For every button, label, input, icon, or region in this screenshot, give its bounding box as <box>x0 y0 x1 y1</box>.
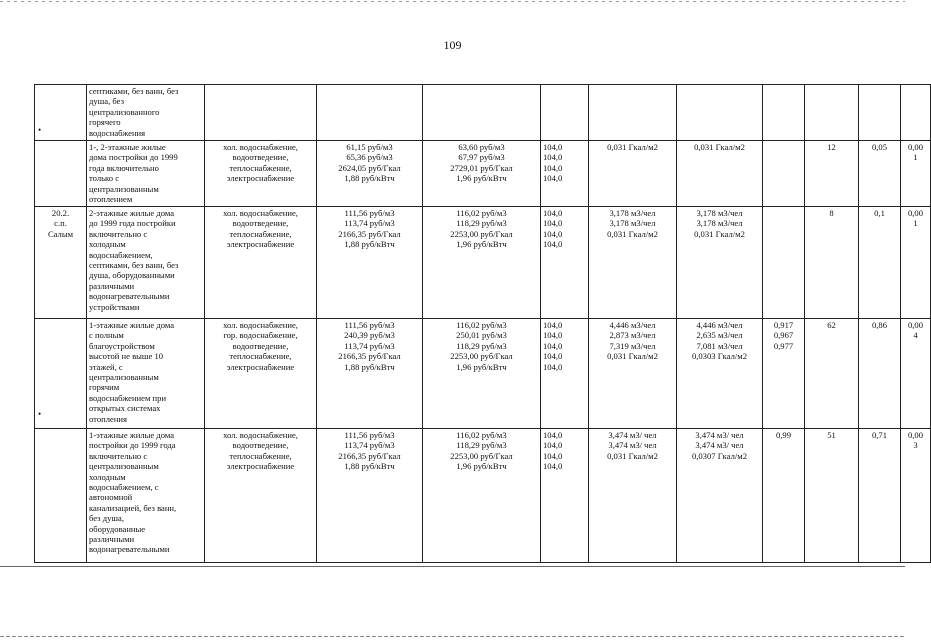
tariff-table <box>34 84 931 563</box>
housing-type-line: 1-, 2-этажные жилые <box>89 142 166 152</box>
row-id <box>35 429 87 563</box>
housing-type <box>87 141 205 207</box>
tariff-current-line: 111,56 руб/м3 <box>344 430 395 440</box>
bottom-rule <box>0 566 905 567</box>
table-row <box>35 85 931 141</box>
coefficient <box>763 85 805 141</box>
services-list <box>205 141 317 207</box>
norm-current <box>589 319 677 429</box>
tariff-current-line: 111,56 руб/м3 <box>344 208 395 218</box>
housing-type-line: различными <box>89 534 135 545</box>
housing-type-line: 2-этажные жилые дома <box>89 208 175 218</box>
housing-type-line: только с <box>89 173 120 184</box>
housing-type-line: водоснабжением при <box>89 392 167 403</box>
norm-next <box>677 207 763 319</box>
index-percent-line: 104,0 <box>543 320 563 330</box>
norm-current-line: 3,178 м3/чел <box>609 218 656 229</box>
index-percent-line: 104,0 <box>543 218 563 229</box>
coefficient <box>763 207 805 319</box>
value-small: 0,00 1 <box>901 207 931 319</box>
index-percent <box>541 141 589 207</box>
tariff-next-line: 1,96 руб/кВтч <box>456 173 507 184</box>
tariff-next <box>423 319 541 429</box>
housing-type-line: различными <box>89 280 135 291</box>
tariff-next-line: 116,02 руб/м3 <box>456 208 507 218</box>
value-share: 0,86 <box>859 319 901 429</box>
norm-current-line: 0,031 Гкал/м2 <box>607 450 658 461</box>
services-list <box>205 85 317 141</box>
value-count: 8 <box>805 207 859 319</box>
tariff-next-line: 67,97 руб/м3 <box>458 152 505 163</box>
coefficient-line: 0,99 <box>775 430 792 440</box>
housing-type-line: централизованным <box>89 372 159 383</box>
norm-current-line: 3,178 м3/чел <box>609 208 656 218</box>
coefficient-line: 0,977 <box>773 340 794 351</box>
value-small: 0,00 1 <box>901 141 931 207</box>
index-percent-line: 104,0 <box>543 361 563 372</box>
index-percent-line: 104,0 <box>543 430 563 440</box>
tariff-current <box>317 141 423 207</box>
housing-type-line: водонагревательными <box>89 291 170 302</box>
tariff-current-line: 2166,35 руб/Гкал <box>338 228 401 239</box>
index-percent-line: 104,0 <box>543 173 563 184</box>
housing-type-line: с полным <box>89 330 124 341</box>
tariff-current-line: 2166,35 руб/Гкал <box>338 450 401 461</box>
norm-next-line: 0,0307 Гкал/м2 <box>691 450 748 461</box>
norm-current-line: 2,873 м3/чел <box>609 330 656 341</box>
housing-type-line: водоснабжением, с <box>89 482 159 493</box>
tariff-current-line: 111,56 руб/м3 <box>344 320 395 330</box>
housing-type-line: централизованным <box>89 461 159 472</box>
norm-current <box>589 85 677 141</box>
norm-current-line: 3,474 м3/ чел <box>608 430 657 440</box>
housing-type <box>87 429 205 563</box>
tariff-next <box>423 141 541 207</box>
value-small <box>901 85 931 141</box>
housing-type-line: до 1999 года постройки <box>89 218 176 229</box>
norm-current-line: 0,031 Гкал/м2 <box>607 142 658 152</box>
housing-type-line: душа, оборудованными <box>89 270 175 281</box>
services-list <box>205 429 317 563</box>
services-list-line: водоотведение, <box>232 218 289 229</box>
tariff-current-line: 113,74 руб/м3 <box>344 440 395 451</box>
norm-current <box>589 141 677 207</box>
services-list-line: теплоснабжение, <box>229 351 292 362</box>
tariff-current-line: 1,88 руб/кВтч <box>344 239 395 250</box>
tariff-next-line: 118,29 руб/м3 <box>456 218 507 229</box>
norm-next-line: 3,474 м3/ чел <box>695 440 744 451</box>
services-list-line: хол. водоснабжение, <box>223 208 298 218</box>
services-list-line: электроснабжение <box>226 461 295 472</box>
norm-next-line: 0,031 Гкал/м2 <box>694 142 745 152</box>
norm-next-line: 4,446 м3/чел <box>696 320 743 330</box>
services-list-line: теплоснабжение, <box>229 450 292 461</box>
index-percent <box>541 85 589 141</box>
value-count: 51 <box>805 429 859 563</box>
margin-mark: • <box>38 125 42 135</box>
table-row <box>35 141 931 207</box>
housing-type-line: водоснабжения <box>89 127 146 138</box>
norm-next-line: 0,031 Гкал/м2 <box>694 228 745 239</box>
services-list <box>205 319 317 429</box>
norm-next-line: 3,178 м3/чел <box>696 208 743 218</box>
index-percent-line: 104,0 <box>543 239 563 250</box>
norm-next <box>677 85 763 141</box>
value-share: 0,71 <box>859 429 901 563</box>
tariff-next-line: 2253,00 руб/Гкал <box>450 228 513 239</box>
tariff-current-line: 113,74 руб/м3 <box>344 218 395 229</box>
norm-next-line: 3,178 м3/чел <box>696 218 743 229</box>
housing-type-line: устройствами <box>89 301 140 312</box>
tariff-current-line: 1,88 руб/кВтч <box>344 173 395 184</box>
row-id <box>35 85 87 141</box>
services-list-line: электроснабжение <box>226 239 295 250</box>
housing-type-line: холодным <box>89 471 126 482</box>
norm-current-line: 7,319 м3/чел <box>609 340 656 351</box>
services-list-line: теплоснабжение, <box>229 228 292 239</box>
value-count: 62 <box>805 319 859 429</box>
housing-type-line: высотой не выше 10 <box>89 351 164 362</box>
housing-type-line: без душа, <box>89 513 124 524</box>
norm-next-line: 3,474 м3/ чел <box>695 430 744 440</box>
housing-type-line: благоустройством <box>89 340 155 351</box>
housing-type-line: включительно с <box>89 450 148 461</box>
row-id <box>35 141 87 207</box>
coefficient-line: 0,967 <box>773 330 794 341</box>
scan-top-edge <box>0 1 905 2</box>
norm-current <box>589 429 677 563</box>
coefficient <box>763 319 805 429</box>
coefficient <box>763 429 805 563</box>
housing-type-line: септиками, без ванн, без <box>89 260 179 271</box>
tariff-next-line: 116,02 руб/м3 <box>456 320 507 330</box>
index-percent-line: 104,0 <box>543 142 563 152</box>
housing-type-line: канализацией, без ванн, <box>89 502 177 513</box>
table-row <box>35 207 931 319</box>
tariff-next <box>423 429 541 563</box>
index-percent-line: 104,0 <box>543 330 563 341</box>
tariff-current-line: 2624,05 руб/Гкал <box>338 162 401 173</box>
coefficient <box>763 141 805 207</box>
tariff-next-line: 118,29 руб/м3 <box>456 440 507 451</box>
housing-type-line: отопления <box>89 413 127 424</box>
housing-type-line: холодным <box>89 239 126 250</box>
tariff-current-line: 61,15 руб/м3 <box>346 142 393 152</box>
services-list-line: водоотведение, <box>232 340 289 351</box>
value-share: 0,1 <box>859 207 901 319</box>
tariff-next-line: 1,96 руб/кВтч <box>456 461 507 472</box>
index-percent-line: 104,0 <box>543 340 563 351</box>
tariff-current-line: 1,88 руб/кВтч <box>344 361 395 372</box>
norm-next-line: 2,635 м3/чел <box>696 330 743 341</box>
coefficient-line: 0,917 <box>773 320 794 330</box>
norm-next <box>677 429 763 563</box>
tariff-next <box>423 207 541 319</box>
housing-type-line: горячего <box>89 117 121 128</box>
tariff-current-line: 65,36 руб/м3 <box>346 152 393 163</box>
norm-next <box>677 319 763 429</box>
index-percent-line: 104,0 <box>543 208 563 218</box>
index-percent-line: 104,0 <box>543 228 563 239</box>
value-small: 0,00 4 <box>901 319 931 429</box>
housing-type <box>87 85 205 141</box>
tariff-next-line: 63,60 руб/м3 <box>458 142 505 152</box>
tariff-next <box>423 85 541 141</box>
services-list-line: электроснабжение <box>226 361 295 372</box>
housing-type-line: централизованного <box>89 106 160 117</box>
tariff-next-line: 118,29 руб/м3 <box>456 340 507 351</box>
norm-next-line: 0,0303 Гкал/м2 <box>691 351 748 362</box>
value-count <box>805 85 859 141</box>
tariff-next-line: 2253,00 руб/Гкал <box>450 450 513 461</box>
table-row <box>35 429 931 563</box>
row-id: 20.2. с.п. Салым <box>35 207 87 319</box>
housing-type-line: открытых системах <box>89 403 161 414</box>
norm-current-line: 3,474 м3/ чел <box>608 440 657 451</box>
housing-type-line: оборудованные <box>89 523 146 534</box>
margin-mark: • <box>38 409 42 419</box>
tariff-current-line: 2166,35 руб/Гкал <box>338 351 401 362</box>
housing-type-line: централизованным <box>89 183 159 194</box>
table-row <box>35 319 931 429</box>
tariff-next-line: 116,02 руб/м3 <box>456 430 507 440</box>
tariff-current-line: 240,39 руб/м3 <box>344 330 395 341</box>
norm-current-line: 4,446 м3/чел <box>609 320 656 330</box>
housing-type-line: водоснабжением, <box>89 249 153 260</box>
index-percent-line: 104,0 <box>543 440 563 451</box>
norm-current-line: 0,031 Гкал/м2 <box>607 228 658 239</box>
housing-type-line: септиками, без ванн, без <box>89 86 179 96</box>
housing-type <box>87 319 205 429</box>
housing-type-line: 1-этажные жилые дома <box>89 430 175 440</box>
housing-type-line: 1-этажные жилые дома <box>89 320 175 330</box>
services-list-line: хол. водоснабжение, <box>223 430 298 440</box>
housing-type-line: автономной <box>89 492 133 503</box>
housing-type-line: душа, без <box>89 96 124 107</box>
value-share: 0,05 <box>859 141 901 207</box>
value-share <box>859 85 901 141</box>
norm-current-line: 0,031 Гкал/м2 <box>607 351 658 362</box>
housing-type-line: водонагревательными <box>89 544 170 555</box>
tariff-next-line: 2253,00 руб/Гкал <box>450 351 513 362</box>
tariff-current <box>317 85 423 141</box>
services-list-line: гор. водоснабжение, <box>223 330 298 341</box>
value-small: 0,00 3 <box>901 429 931 563</box>
page-number: 109 <box>443 38 462 52</box>
services-list-line: хол. водоснабжение, <box>223 142 298 152</box>
index-percent-line: 104,0 <box>543 152 563 163</box>
index-percent <box>541 207 589 319</box>
housing-type-line: отоплением <box>89 194 133 205</box>
services-list-line: водоотведение, <box>232 440 289 451</box>
services-list-line: теплоснабжение, <box>229 162 292 173</box>
tariff-current <box>317 429 423 563</box>
index-percent-line: 104,0 <box>543 461 563 472</box>
services-list-line: хол. водоснабжение, <box>223 320 298 330</box>
scan-bottom-edge <box>0 636 905 637</box>
tariff-next-line: 250,01 руб/м3 <box>456 330 507 341</box>
norm-next-line: 7,081 м3/чел <box>696 340 743 351</box>
tariff-next-line: 2729,01 руб/Гкал <box>450 162 513 173</box>
housing-type-line: включительно с <box>89 228 148 239</box>
housing-type-line: года включительно <box>89 162 159 173</box>
norm-next <box>677 141 763 207</box>
index-percent-line: 104,0 <box>543 351 563 362</box>
housing-type <box>87 207 205 319</box>
norm-current <box>589 207 677 319</box>
tariff-current <box>317 207 423 319</box>
tariff-next-line: 1,96 руб/кВтч <box>456 361 507 372</box>
services-list-line: электроснабжение <box>226 173 295 184</box>
housing-type-line: этажей, с <box>89 361 123 372</box>
row-id <box>35 319 87 429</box>
tariff-current-line: 1,88 руб/кВтч <box>344 461 395 472</box>
tariff-current <box>317 319 423 429</box>
services-list <box>205 207 317 319</box>
tariff-next-line: 1,96 руб/кВтч <box>456 239 507 250</box>
value-count: 12 <box>805 141 859 207</box>
housing-type-line: постройки до 1999 года <box>89 440 176 451</box>
tariff-current-line: 113,74 руб/м3 <box>344 340 395 351</box>
index-percent <box>541 429 589 563</box>
services-list-line: водоотведение, <box>232 152 289 163</box>
housing-type-line: дома постройки до 1999 <box>89 152 178 163</box>
housing-type-line: горячим <box>89 382 120 393</box>
index-percent-line: 104,0 <box>543 450 563 461</box>
index-percent-line: 104,0 <box>543 162 563 173</box>
index-percent <box>541 319 589 429</box>
